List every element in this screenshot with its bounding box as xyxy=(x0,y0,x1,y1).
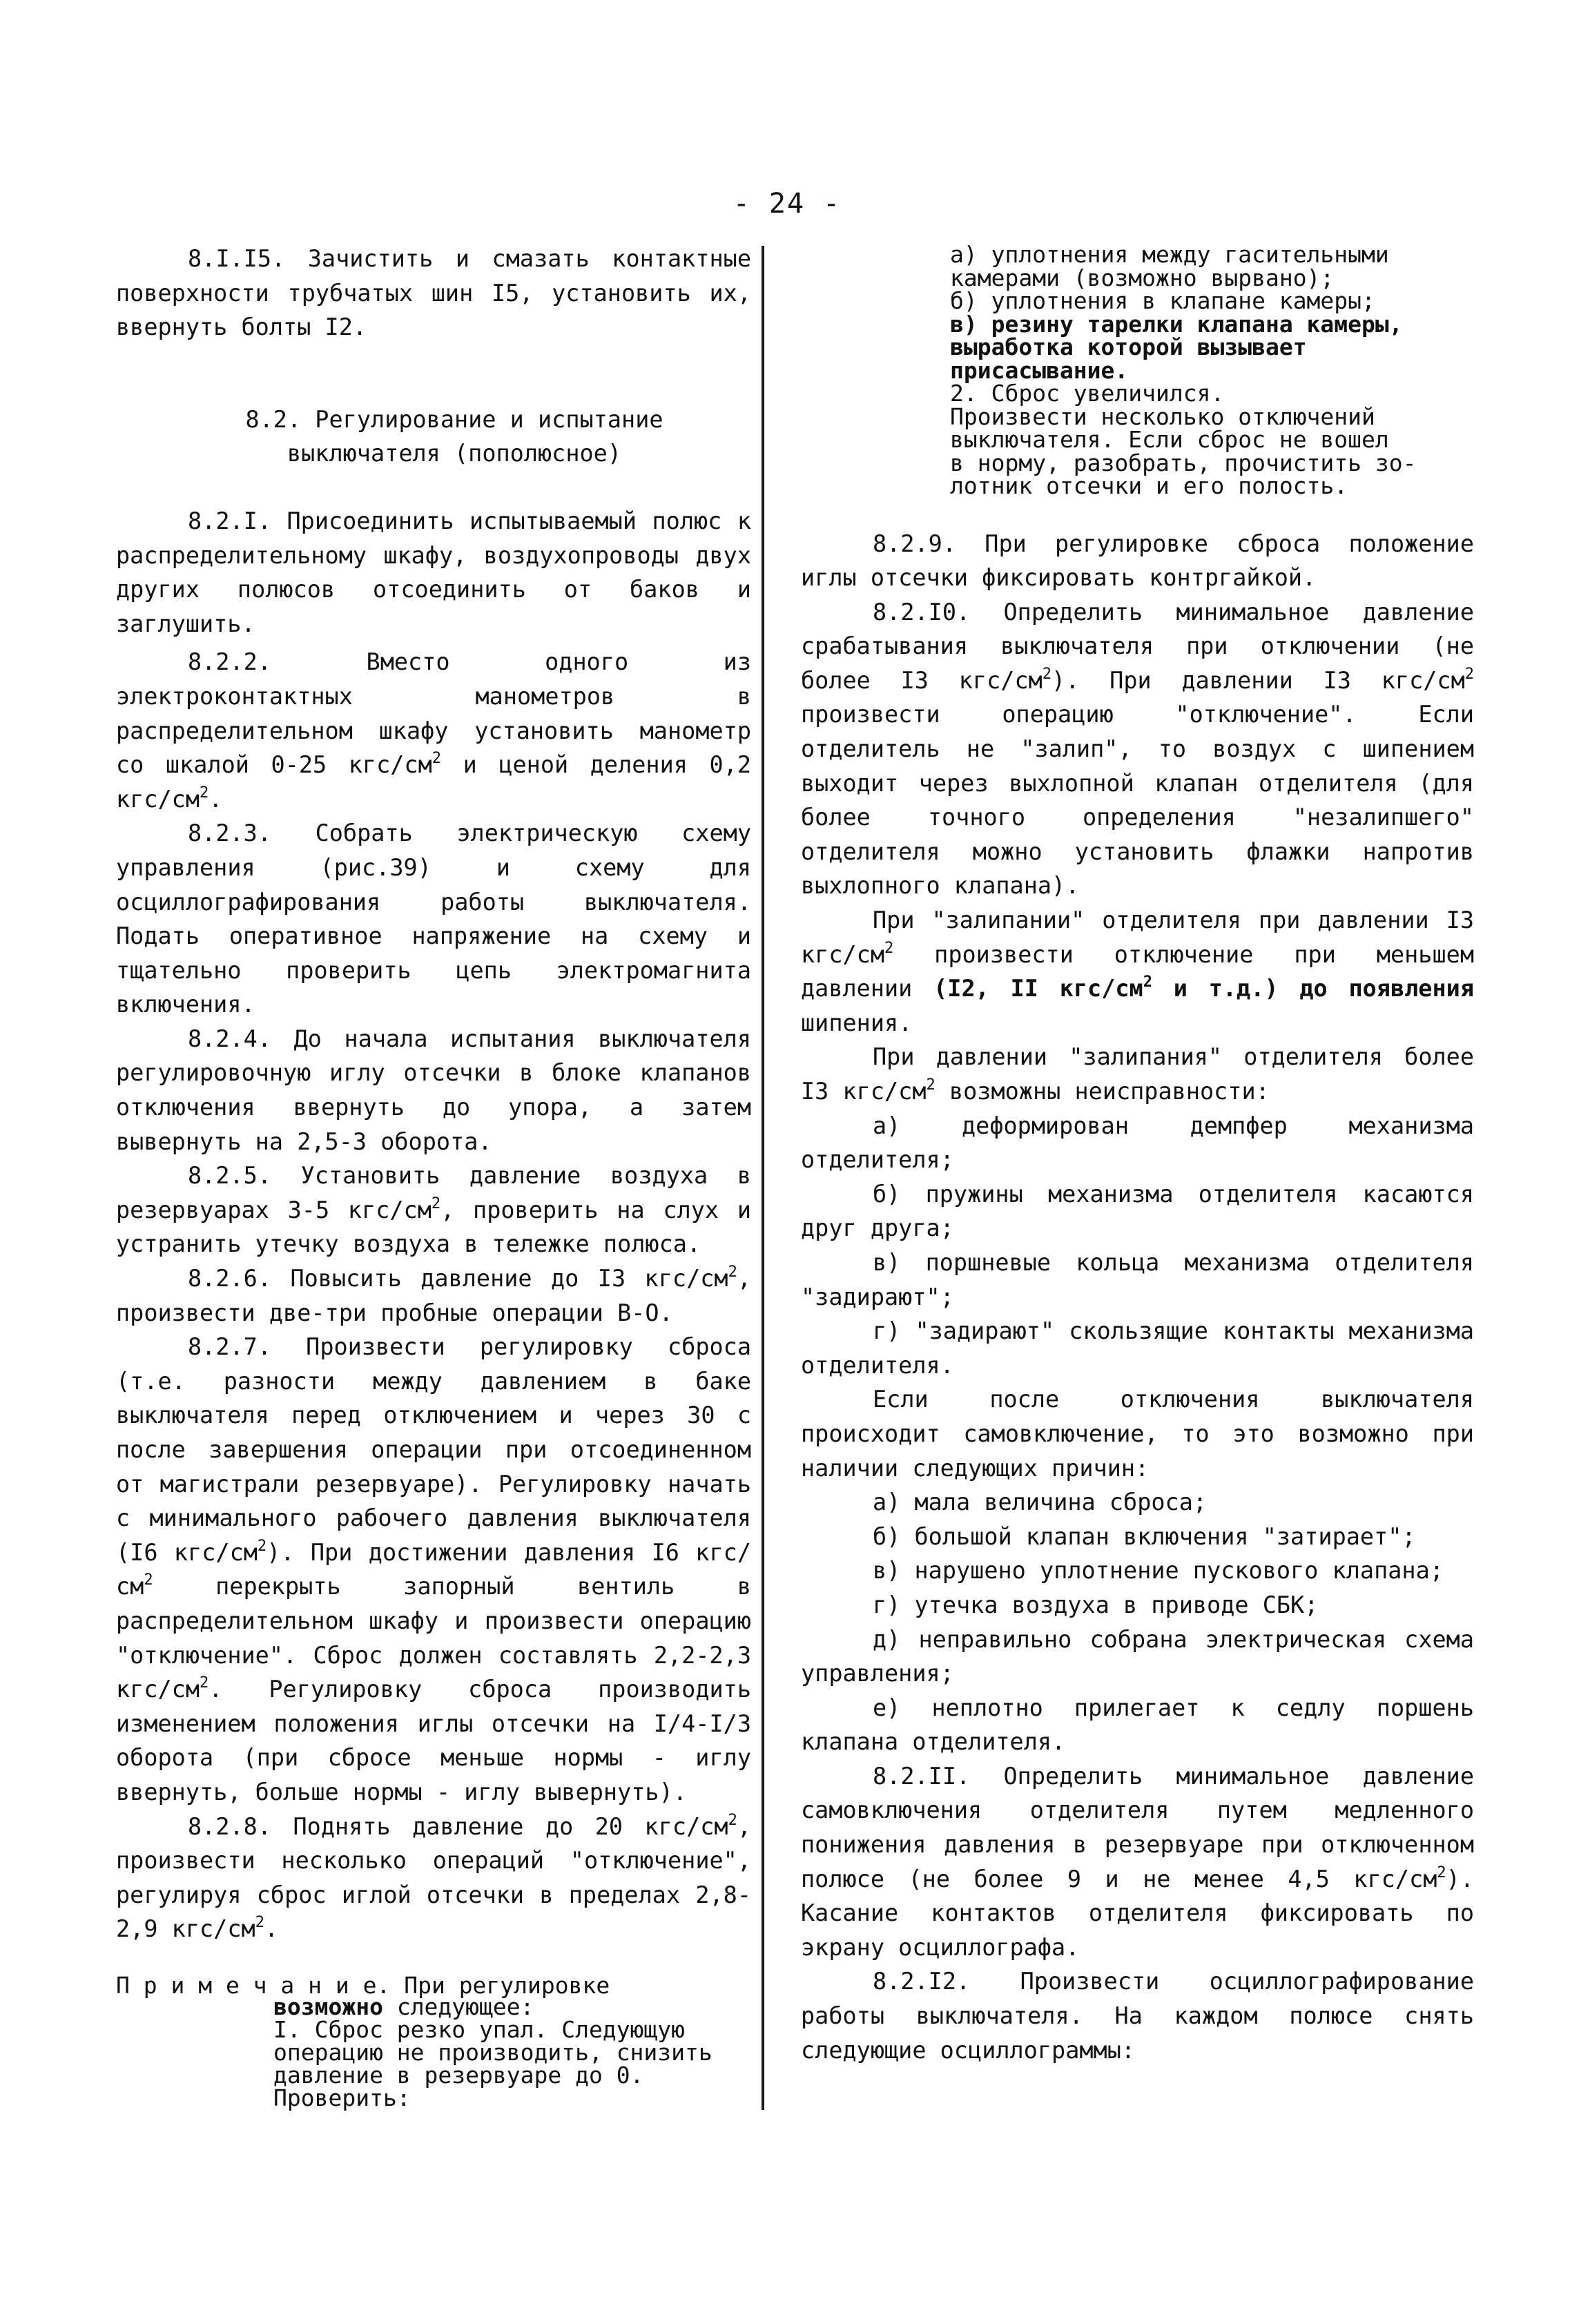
text: произвести операцию "отключение". Если отделитель не "залип", то воздух с шипением выходит через выхлопной клапан отделителя (для более точного определения "незалипшего" отделителя можно установить флажки напротив выхлопного клапана). xyxy=(801,701,1474,900)
column-divider xyxy=(762,246,764,2110)
text: , произвести несколько операций "отключение", регулируя сброс иглой отсечки в пределах 2,8-2,9 кгс/см xyxy=(116,1812,751,1943)
text: шипения. xyxy=(801,1009,913,1036)
note-line: Произвести несколько отключений xyxy=(950,403,1375,430)
note-line: Проверить: xyxy=(273,2084,411,2111)
note-line: выработка которой вызывает присасывание. xyxy=(950,333,1307,384)
text: 8.2.2. Вместо одного из электроконтактных манометров в распределительном шкафу установить манометр со шкалой 0-25 кгс/см xyxy=(116,648,751,779)
text: 8.2.II. Определить минимальное давление самовключения отделителя путем медленного понижения давления в резервуаре при отключенном полюсе (не более 9 и не менее 4,5 кгс/см xyxy=(801,1762,1474,1892)
note-line: давление в резервуаре до 0. xyxy=(273,2061,644,2089)
note-line: выключателя. Если сброс не вошел xyxy=(950,426,1389,453)
text: . Регулировку сброса производить изменением положения иглы отсечки на I/4-I/3 оборота (при сбросе меньше нормы - иглу ввернуть, больше нормы - иглу вывернуть). xyxy=(116,1676,751,1805)
section-heading-line1: 8.2. Регулирование и испытание xyxy=(245,405,663,433)
section-heading-line2: выключателя (пополюсное) xyxy=(287,440,622,467)
fault-item: б) пружины механизма отделителя касаются друг друга; xyxy=(801,1180,1474,1242)
cause-item: е) неплотно прилегает к седлу поршень клапана отделителя. xyxy=(801,1694,1474,1756)
text: ). Касание контактов отделителя фиксировать по экрану осциллографа. xyxy=(801,1865,1474,1961)
text: возможны неисправности: xyxy=(935,1078,1270,1105)
text: 8.2.7. Произвести регулировку сброса (т.е. разности между давлением в баке выключателя перед отключением и через 30 с после завершения операции при отсоединенном от магистрали резервуаре). Регулировку начать с минимального рабочего давления выключателя (I6 кгс/см xyxy=(116,1333,751,1566)
text: (I2, II кгс/см xyxy=(933,975,1143,1003)
paragraph-8-2-10 xyxy=(801,595,1474,903)
fault-item: а) деформирован демпфер механизма отделителя; xyxy=(801,1112,1474,1174)
note-line: камерами (возможно вырвано); xyxy=(950,264,1335,291)
superscript: 2 xyxy=(728,1263,737,1281)
left-column xyxy=(116,242,751,2109)
note-line: б) уплотнения в клапане камеры; xyxy=(950,287,1375,314)
superscript: 2 xyxy=(200,784,209,802)
superscript: 2 xyxy=(1437,1863,1446,1881)
note-line: в норму, разобрать, прочистить зо- xyxy=(950,449,1417,476)
note-line: лотник отсечки и его полость. xyxy=(950,472,1348,499)
text: При давлении "залипания" отделителя более I3 кгс/см xyxy=(801,1043,1474,1105)
text: перекрыть запорный вентиль в распределительном шкафу и произвести операцию "отключение". Сброс должен составлять 2,2-2,3 кгс/см xyxy=(116,1573,751,1703)
paragraph-self-on: Если после отключения выключателя происходит самовключение, то это возможно при наличии следующих причин: xyxy=(801,1386,1474,1482)
paragraph-8-2-9: 8.2.9. При регулировке сброса положение иглы отсечки фиксировать контргайкой. xyxy=(801,530,1474,592)
paragraph-8-2-11 xyxy=(801,1759,1474,1965)
paragraph-faults xyxy=(801,1040,1474,1108)
paragraph-8-2-7 xyxy=(116,1330,751,1809)
note-line: П р и м е ч а н и е. При регулировке xyxy=(116,1971,610,1999)
paragraph-8-2-8 xyxy=(116,1810,751,1946)
paragraph-8-2-3: 8.2.3. Собрать электрическую схему управления (рис.39) и схему для осциллографирования работы выключателя. Подать оперативное напряжение на схему и тщательно проверить цепь электромагнита включения. xyxy=(116,820,751,1018)
right-column xyxy=(801,242,1474,2067)
note-line: операцию не производить, снизить xyxy=(273,2038,712,2066)
superscript: 2 xyxy=(884,939,894,957)
text: 8.2.I0. Определить минимальное давление срабатывания выключателя при отключении (не более I3 кгс/см xyxy=(801,598,1474,694)
text: , произвести две-три пробные операции В-О. xyxy=(116,1265,751,1326)
text: . xyxy=(264,1915,279,1943)
superscript: 2 xyxy=(200,1674,209,1692)
note-line: а) уплотнения между гасительными xyxy=(950,241,1389,268)
fault-item: в) поршневые кольца механизма отделителя "задирают"; xyxy=(801,1248,1474,1310)
superscript: 2 xyxy=(144,1571,153,1589)
paragraph-8-2-1: 8.2.I. Присоединить испытываемый полюс к распределительному шкафу, воздухопроводы двух других полюсов отсоединить от баков и заглушить. xyxy=(116,507,751,637)
text: произвести отключение при меньшем давлении xyxy=(801,940,1474,1003)
cause-item: а) мала величина сброса; xyxy=(873,1489,1208,1516)
cause-item: в) нарушено уплотнение пускового клапана; xyxy=(873,1557,1444,1585)
paragraph-8-2-5 xyxy=(116,1159,751,1261)
fault-item: г) "задирают" скользящие контакты механизма отделителя. xyxy=(801,1317,1474,1379)
superscript: 2 xyxy=(431,1194,441,1212)
paragraph-zalipanie xyxy=(801,903,1474,1040)
text: ). При давлении I3 кгс/см xyxy=(1051,666,1465,694)
text: возможно xyxy=(273,1993,383,2020)
superscript: 2 xyxy=(1143,974,1152,991)
text: , проверить на слух и устранить утечку воздуха в тележке полюса. xyxy=(116,1196,751,1258)
cause-item: г) утечка воздуха в приводе СБК; xyxy=(873,1591,1319,1618)
superscript: 2 xyxy=(255,1914,264,1932)
note-line: в) резину тарелки клапана камеры, xyxy=(950,310,1403,338)
paragraph-8-2-2 xyxy=(116,645,751,816)
superscript: 2 xyxy=(926,1076,935,1094)
text: ). При достижении давления I6 кгс/см xyxy=(116,1538,751,1600)
text: . xyxy=(209,785,223,813)
note-continuation xyxy=(801,243,1474,498)
text: 8.2.8. Поднять давление до 20 кгс/см xyxy=(188,1812,728,1840)
superscript: 2 xyxy=(432,750,442,768)
note-block xyxy=(116,1971,751,2111)
section-heading xyxy=(116,403,751,471)
paragraph-8-2-4: 8.2.4. До начала испытания выключателя регулировочную иглу отсечки в блоке клапанов отключения ввернуть до упора, а затем вывернуть на 2,5-3 оборота. xyxy=(116,1025,751,1155)
paragraph-8-2-6 xyxy=(116,1261,751,1330)
superscript: 2 xyxy=(728,1811,737,1829)
note-line: I. Сброс резко упал. Следующую xyxy=(273,2015,686,2043)
text: 8.2.6. Повысить давление до I3 кгс/см xyxy=(188,1265,728,1292)
superscript: 2 xyxy=(1042,665,1052,683)
paragraph-8-1-15: 8.I.I5. Зачистить и смазать контактные поверхности трубчатых шин I5, установить их, ввернуть болты I2. xyxy=(116,245,751,341)
note-line: 2. Сброс увеличился. xyxy=(950,380,1225,407)
text: и ценой деления 0,2 кгс/см xyxy=(116,751,752,813)
superscript: 2 xyxy=(1464,665,1474,683)
text: следующее: xyxy=(382,1993,534,2020)
paragraph-8-2-12: 8.2.I2. Произвести осциллографирование работы выключателя. На каждом полюсе снять следующие осциллограммы: xyxy=(801,1968,1474,2064)
cause-item: д) неправильно собрана электрическая схема управления; xyxy=(801,1625,1474,1687)
cause-item: б) большой клапан включения "затирает"; xyxy=(873,1522,1416,1550)
text: 8.2.5. Установить давление воздуха в резервуарах 3-5 кгс/см xyxy=(116,1162,751,1223)
superscript: 2 xyxy=(257,1537,267,1555)
text: и т.д.) до появления xyxy=(1152,975,1474,1003)
page-number: - 24 - xyxy=(733,188,842,220)
text: При "залипании" отделителя при давлении I3 кгс/см xyxy=(801,907,1474,968)
